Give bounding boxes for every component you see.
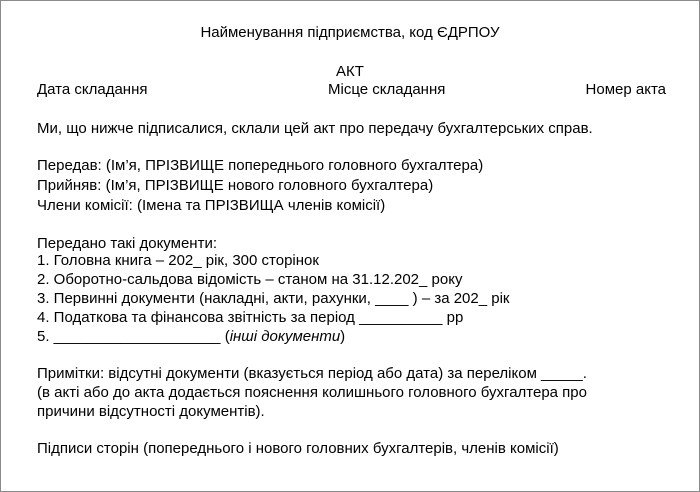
item5-suffix: ) <box>340 328 346 345</box>
notes-line-3: причини відсутності документів). <box>37 403 265 420</box>
documents-heading: Передано такі документи: <box>37 235 217 252</box>
notes-line-2: (в акті або до акта додається пояснення колишнього головного бухгалтера про <box>37 384 587 401</box>
place-label: Місце складання <box>328 81 446 98</box>
document-title: АКТ <box>336 63 364 80</box>
accepted-by: Прийняв: (Ім’я, ПРІЗВИЩЕ нового головного бухгалтера) <box>37 177 434 194</box>
document-item-5 <box>37 328 345 346</box>
item5-prefix: 5. ____________________ ( <box>37 328 230 345</box>
date-label: Дата складання <box>37 81 148 98</box>
intro-text: Ми, що нижче підписалися, склали цей акт про передачу бухгалтерських справ. <box>37 120 593 137</box>
document-item: 2. Оборотно-сальдова відомість – станом на 31.12.202_ року <box>37 271 463 288</box>
document-item: 3. Первинні документи (накладні, акти, рахунки, ____ ) – за 202_ рік <box>37 290 510 307</box>
transferred-by: Передав: (Ім’я, ПРІЗВИЩЕ попереднього головного бухгалтера) <box>37 157 484 174</box>
notes-line-1: Примітки: відсутні документи (вказується період або дата) за переліком _____. <box>37 365 587 382</box>
item5-other-documents: інші документи <box>229 328 341 345</box>
document-item: 4. Податкова та фінансова звітність за період __________ рр <box>37 309 464 326</box>
signatures-line: Підписи сторін (попереднього і нового головних бухгалтерів, членів комісії) <box>37 440 559 457</box>
document-item: 1. Головна книга – 202_ рік, 300 сторінок <box>37 252 319 269</box>
act-number-label: Номер акта <box>585 81 666 98</box>
company-line: Найменування підприємства, код ЄДРПОУ <box>200 24 500 41</box>
commission-members: Члени комісії: (Імена та ПРІЗВИЩА членів комісії) <box>37 197 386 214</box>
